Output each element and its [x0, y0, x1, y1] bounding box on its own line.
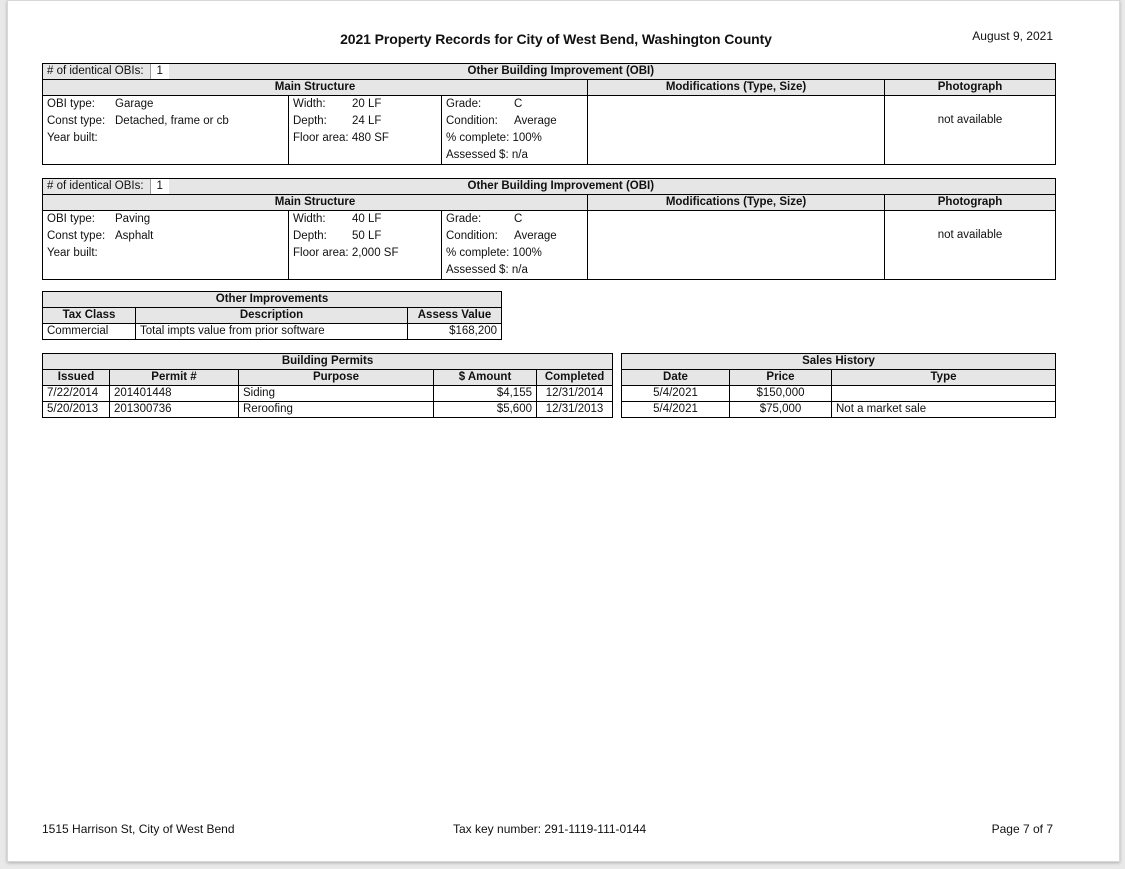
table-row: [43, 402, 613, 418]
page-title: 2021 Property Records for City of West Bend, Washington County: [340, 31, 772, 47]
condition-label: Condition:: [446, 115, 498, 127]
issued-cell: 5/20/2013: [43, 402, 110, 418]
col-purpose: Purpose: [239, 370, 434, 386]
completed-cell: 12/31/2014: [537, 386, 613, 402]
assessed-label: Assessed $:: [446, 264, 509, 276]
footer-address: 1515 Harrison St, City of West Bend: [42, 822, 235, 836]
obi-table-1: [42, 63, 1056, 165]
obi-count-cell: [43, 179, 442, 195]
depth-label: Depth:: [293, 230, 327, 242]
other-improvements-table: [42, 291, 502, 340]
col-date: Date: [622, 370, 730, 386]
col-description: Description: [136, 308, 408, 324]
purpose-cell: Reroofing: [239, 402, 434, 418]
pct-complete-label: % complete:: [446, 132, 510, 144]
table-row: [622, 402, 1056, 418]
obi-assessment-cell: [442, 96, 588, 165]
obi-dimensions-cell: [289, 211, 442, 280]
main-structure-header: Main Structure: [43, 195, 588, 211]
const-type-value: Detached, frame or cb: [115, 115, 229, 127]
grade-value: C: [514, 213, 523, 225]
sales-history-title: Sales History: [622, 354, 1056, 370]
obi-identity-cell: [43, 96, 289, 165]
modifications-cell: [588, 96, 885, 165]
completed-cell: 12/31/2013: [537, 402, 613, 418]
col-completed: Completed: [537, 370, 613, 386]
permit-number-cell: 201300736: [110, 402, 239, 418]
photograph-cell: not available: [937, 229, 1003, 241]
col-permit-number: Permit #: [110, 370, 239, 386]
width-label: Width:: [293, 98, 326, 110]
report-page: [7, 0, 1120, 862]
floor-area-value: 480 SF: [351, 132, 389, 144]
sale-type-cell: [832, 386, 1056, 402]
assess-value-cell: $168,200: [408, 324, 502, 340]
purpose-cell: Siding: [239, 386, 434, 402]
grade-value: C: [514, 98, 523, 110]
condition-value: Average: [514, 230, 557, 242]
obi-count-value: 1: [150, 179, 169, 194]
obi-count-label: # of identical OBIs:: [47, 65, 144, 77]
floor-area-label: Floor area:: [293, 247, 349, 259]
col-amount: $ Amount: [434, 370, 537, 386]
width-value: 40 LF: [352, 213, 382, 225]
obi-count-cell: [43, 64, 442, 80]
issued-cell: 7/22/2014: [43, 386, 110, 402]
modifications-header: Modifications (Type, Size): [588, 80, 885, 96]
floor-area-value: 2,000 SF: [351, 247, 399, 259]
depth-value: 24 LF: [352, 115, 382, 127]
condition-value: Average: [514, 115, 557, 127]
main-structure-header: Main Structure: [43, 80, 588, 96]
obi-count-label: # of identical OBIs:: [47, 180, 144, 192]
obi-type-label: OBI type:: [47, 213, 95, 225]
sale-date-cell: 5/4/2021: [622, 402, 730, 418]
year-built-value: [115, 245, 284, 262]
condition-label: Condition:: [446, 230, 498, 242]
obi-section-title: Other Building Improvement (OBI): [442, 179, 1056, 195]
permit-number-cell: 201401448: [110, 386, 239, 402]
year-built-value: [115, 130, 284, 147]
col-type: Type: [832, 370, 1056, 386]
amount-cell: $5,600: [434, 402, 537, 418]
photograph-header: Photograph: [885, 80, 1056, 96]
floor-area-label: Floor area:: [293, 132, 349, 144]
modifications-header: Modifications (Type, Size): [588, 195, 885, 211]
obi-type-value: Paving: [115, 213, 151, 225]
obi-identity-cell: [43, 211, 289, 280]
sales-history-table: [621, 353, 1056, 418]
assessed-label: Assessed $:: [446, 149, 509, 161]
obi-assessment-cell: [442, 211, 588, 280]
const-type-value: Asphalt: [115, 230, 154, 242]
modifications-cell: [588, 211, 885, 280]
grade-label: Grade:: [446, 213, 482, 225]
sale-type-cell: Not a market sale: [832, 402, 1056, 418]
depth-value: 50 LF: [352, 230, 382, 242]
assessed-value: n/a: [511, 264, 528, 276]
pct-complete-value: 100%: [512, 132, 542, 144]
obi-section-title: Other Building Improvement (OBI): [442, 64, 1056, 80]
width-label: Width:: [293, 213, 326, 225]
obi-type-value: Garage: [115, 98, 154, 110]
col-issued: Issued: [43, 370, 110, 386]
obi-type-label: OBI type:: [47, 98, 95, 110]
photograph-cell: not available: [937, 114, 1003, 126]
sale-price-cell: $75,000: [730, 402, 832, 418]
year-built-label: Year built:: [47, 247, 98, 259]
col-assess-value: Assess Value: [408, 308, 502, 324]
assessed-value: n/a: [511, 149, 528, 161]
col-tax-class: Tax Class: [43, 308, 136, 324]
pct-complete-value: 100%: [512, 247, 542, 259]
width-value: 20 LF: [352, 98, 382, 110]
const-type-label: Const type:: [47, 230, 106, 242]
tax-class-cell: Commercial: [43, 324, 136, 340]
pct-complete-label: % complete:: [446, 247, 510, 259]
building-permits-table: [42, 353, 613, 418]
const-type-label: Const type:: [47, 115, 106, 127]
footer-tax-key: Tax key number: 291-1119-111-0144: [453, 822, 647, 836]
description-cell: Total impts value from prior software: [136, 324, 408, 340]
report-date: August 9, 2021: [972, 29, 1053, 43]
obi-dimensions-cell: [289, 96, 442, 165]
table-row: [622, 386, 1056, 402]
photograph-header: Photograph: [885, 195, 1056, 211]
footer-page-number: Page 7 of 7: [991, 822, 1053, 836]
table-row: [43, 324, 502, 340]
obi-count-value: 1: [150, 64, 169, 79]
obi-table-2: [42, 178, 1056, 280]
other-improvements-title: Other Improvements: [43, 292, 502, 308]
sale-price-cell: $150,000: [730, 386, 832, 402]
building-permits-title: Building Permits: [43, 354, 613, 370]
sale-date-cell: 5/4/2021: [622, 386, 730, 402]
year-built-label: Year built:: [47, 132, 98, 144]
table-row: [43, 386, 613, 402]
amount-cell: $4,155: [434, 386, 537, 402]
depth-label: Depth:: [293, 115, 327, 127]
col-price: Price: [730, 370, 832, 386]
grade-label: Grade:: [446, 98, 482, 110]
